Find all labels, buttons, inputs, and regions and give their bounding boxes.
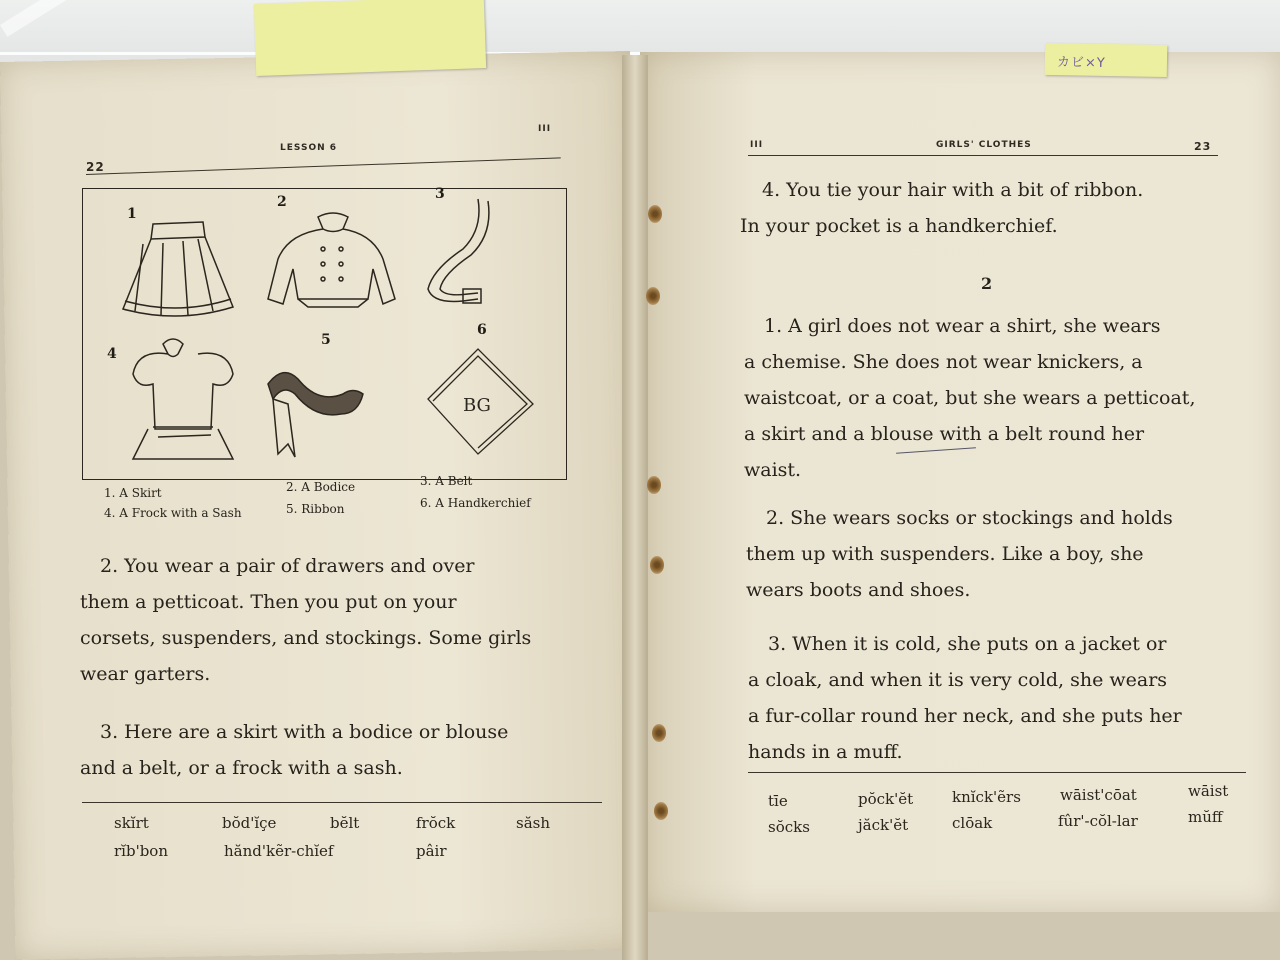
text-line: them up with suspenders. Like a boy, she: [746, 543, 1144, 565]
running-head-left: LESSON 6: [280, 143, 338, 153]
paragraph-3-right: [748, 626, 1248, 770]
vocab-word: săsh: [516, 814, 550, 832]
binding-hole: [648, 205, 662, 223]
ribbon-drawing: [268, 373, 363, 457]
vocab-word: bĕlt: [330, 814, 360, 832]
clothes-illustration: [82, 188, 567, 480]
vocab-word: pŏck'ĕt: [858, 790, 914, 808]
belt-drawing: [428, 199, 489, 303]
vocab-word: wāist: [1188, 782, 1229, 800]
paragraph-2-left: [80, 548, 600, 692]
figure-caption: 6. A Handkerchief: [420, 496, 531, 510]
running-head-roman-right: III: [750, 140, 764, 150]
frock-drawing: [133, 339, 233, 459]
paragraph-3-left: [80, 714, 600, 786]
text-line: In your pocket is a handkerchief.: [740, 215, 1058, 237]
text-line: 3. Here are a skirt with a bodice or blouse: [100, 721, 509, 743]
text-line: waist.: [744, 459, 802, 481]
monogram-text: BG: [463, 395, 491, 416]
vocab-word: bŏd'ĭçe: [222, 814, 277, 832]
text-line: corsets, suspenders, and stockings. Some girls: [80, 627, 532, 649]
text-line: waistcoat, or a coat, but she wears a petticoat,: [744, 387, 1196, 409]
sticky-tab-right: [1045, 43, 1168, 77]
vocab-word: fûr'-cŏl-lar: [1058, 812, 1138, 830]
figure-label: 6: [477, 322, 487, 338]
vocab-word: tīe: [768, 792, 788, 810]
text-line: a fur-collar round her neck, and she puts her: [748, 705, 1182, 727]
text-line: 1. A girl does not wear a shirt, she wears: [764, 315, 1161, 337]
page-number-left: 22: [86, 160, 105, 174]
figure-caption: 3. A Belt: [420, 474, 473, 488]
text-line: hands in a muff.: [748, 741, 903, 763]
sticky-tab-left: [254, 0, 486, 76]
vocab-word: jăck'ĕt: [858, 816, 909, 834]
text-line: 2. She wears socks or stockings and holds: [766, 507, 1173, 529]
binding-hole: [654, 802, 668, 820]
page-number-right: 23: [1194, 140, 1212, 153]
book-spine: [622, 55, 648, 960]
figure-label: 1: [127, 206, 137, 222]
figure-label: 5: [321, 332, 331, 348]
text-line: wear garters.: [80, 663, 211, 685]
figure-caption: 5. Ribbon: [286, 502, 345, 516]
vocab-rule-right: [748, 772, 1246, 773]
text-line: 2. You wear a pair of drawers and over: [100, 555, 475, 577]
binding-hole: [646, 287, 660, 305]
vocab-word: pâir: [416, 842, 447, 860]
text-line: and a belt, or a frock with a sash.: [80, 757, 403, 779]
text-line: wears boots and shoes.: [746, 579, 971, 601]
skirt-drawing: [123, 222, 233, 316]
figure-label: 2: [277, 194, 287, 210]
paragraph-1-right: [744, 308, 1244, 488]
bodice-drawing: [268, 213, 395, 307]
paragraph-4-right: [740, 172, 1240, 244]
vocab-word: sŏcks: [768, 818, 810, 836]
sticky-note-text: カビ×Y: [1056, 55, 1106, 71]
text-line: a cloak, and when it is very cold, she wears: [748, 669, 1168, 691]
figure-caption: 2. A Bodice: [286, 480, 356, 494]
vocab-word: frŏck: [416, 814, 456, 832]
vocab-word: knĭck'ẽrs: [952, 788, 1021, 806]
figure-label: 4: [107, 346, 117, 362]
header-rule-right: [748, 155, 1218, 156]
text-line: a skirt and a blouse with a belt round her: [744, 423, 1145, 445]
text-line: 4. You tie your hair with a bit of ribbon.: [762, 179, 1144, 201]
binding-hole: [647, 476, 661, 494]
vocab-word: mŭff: [1188, 808, 1223, 826]
paragraph-2-right: [746, 500, 1246, 608]
vocab-word: wāist'cōat: [1060, 786, 1137, 804]
figure-caption: 4. A Frock with a Sash: [104, 506, 242, 520]
figure-label: 3: [435, 186, 445, 202]
section-number: 2: [981, 274, 993, 293]
text-line: a chemise. She does not wear knickers, a: [744, 351, 1143, 373]
text-line: 3. When it is cold, she puts on a jacket or: [768, 633, 1167, 655]
vocab-word: skĭrt: [114, 814, 149, 832]
running-head-right: GIRLS' CLOTHES: [936, 140, 1032, 150]
binding-hole: [650, 556, 664, 574]
vocab-word: clōak: [952, 814, 993, 832]
running-head-roman-left: III: [538, 124, 552, 134]
vocab-word: hănd'kẽr-chĭef: [224, 842, 334, 860]
binding-hole: [652, 724, 666, 742]
vocab-rule-left: [82, 802, 602, 803]
figure-caption: 1. A Skirt: [104, 486, 162, 500]
vocab-word: rĭb'bon: [114, 842, 168, 860]
text-line: them a petticoat. Then you put on your: [80, 591, 457, 613]
